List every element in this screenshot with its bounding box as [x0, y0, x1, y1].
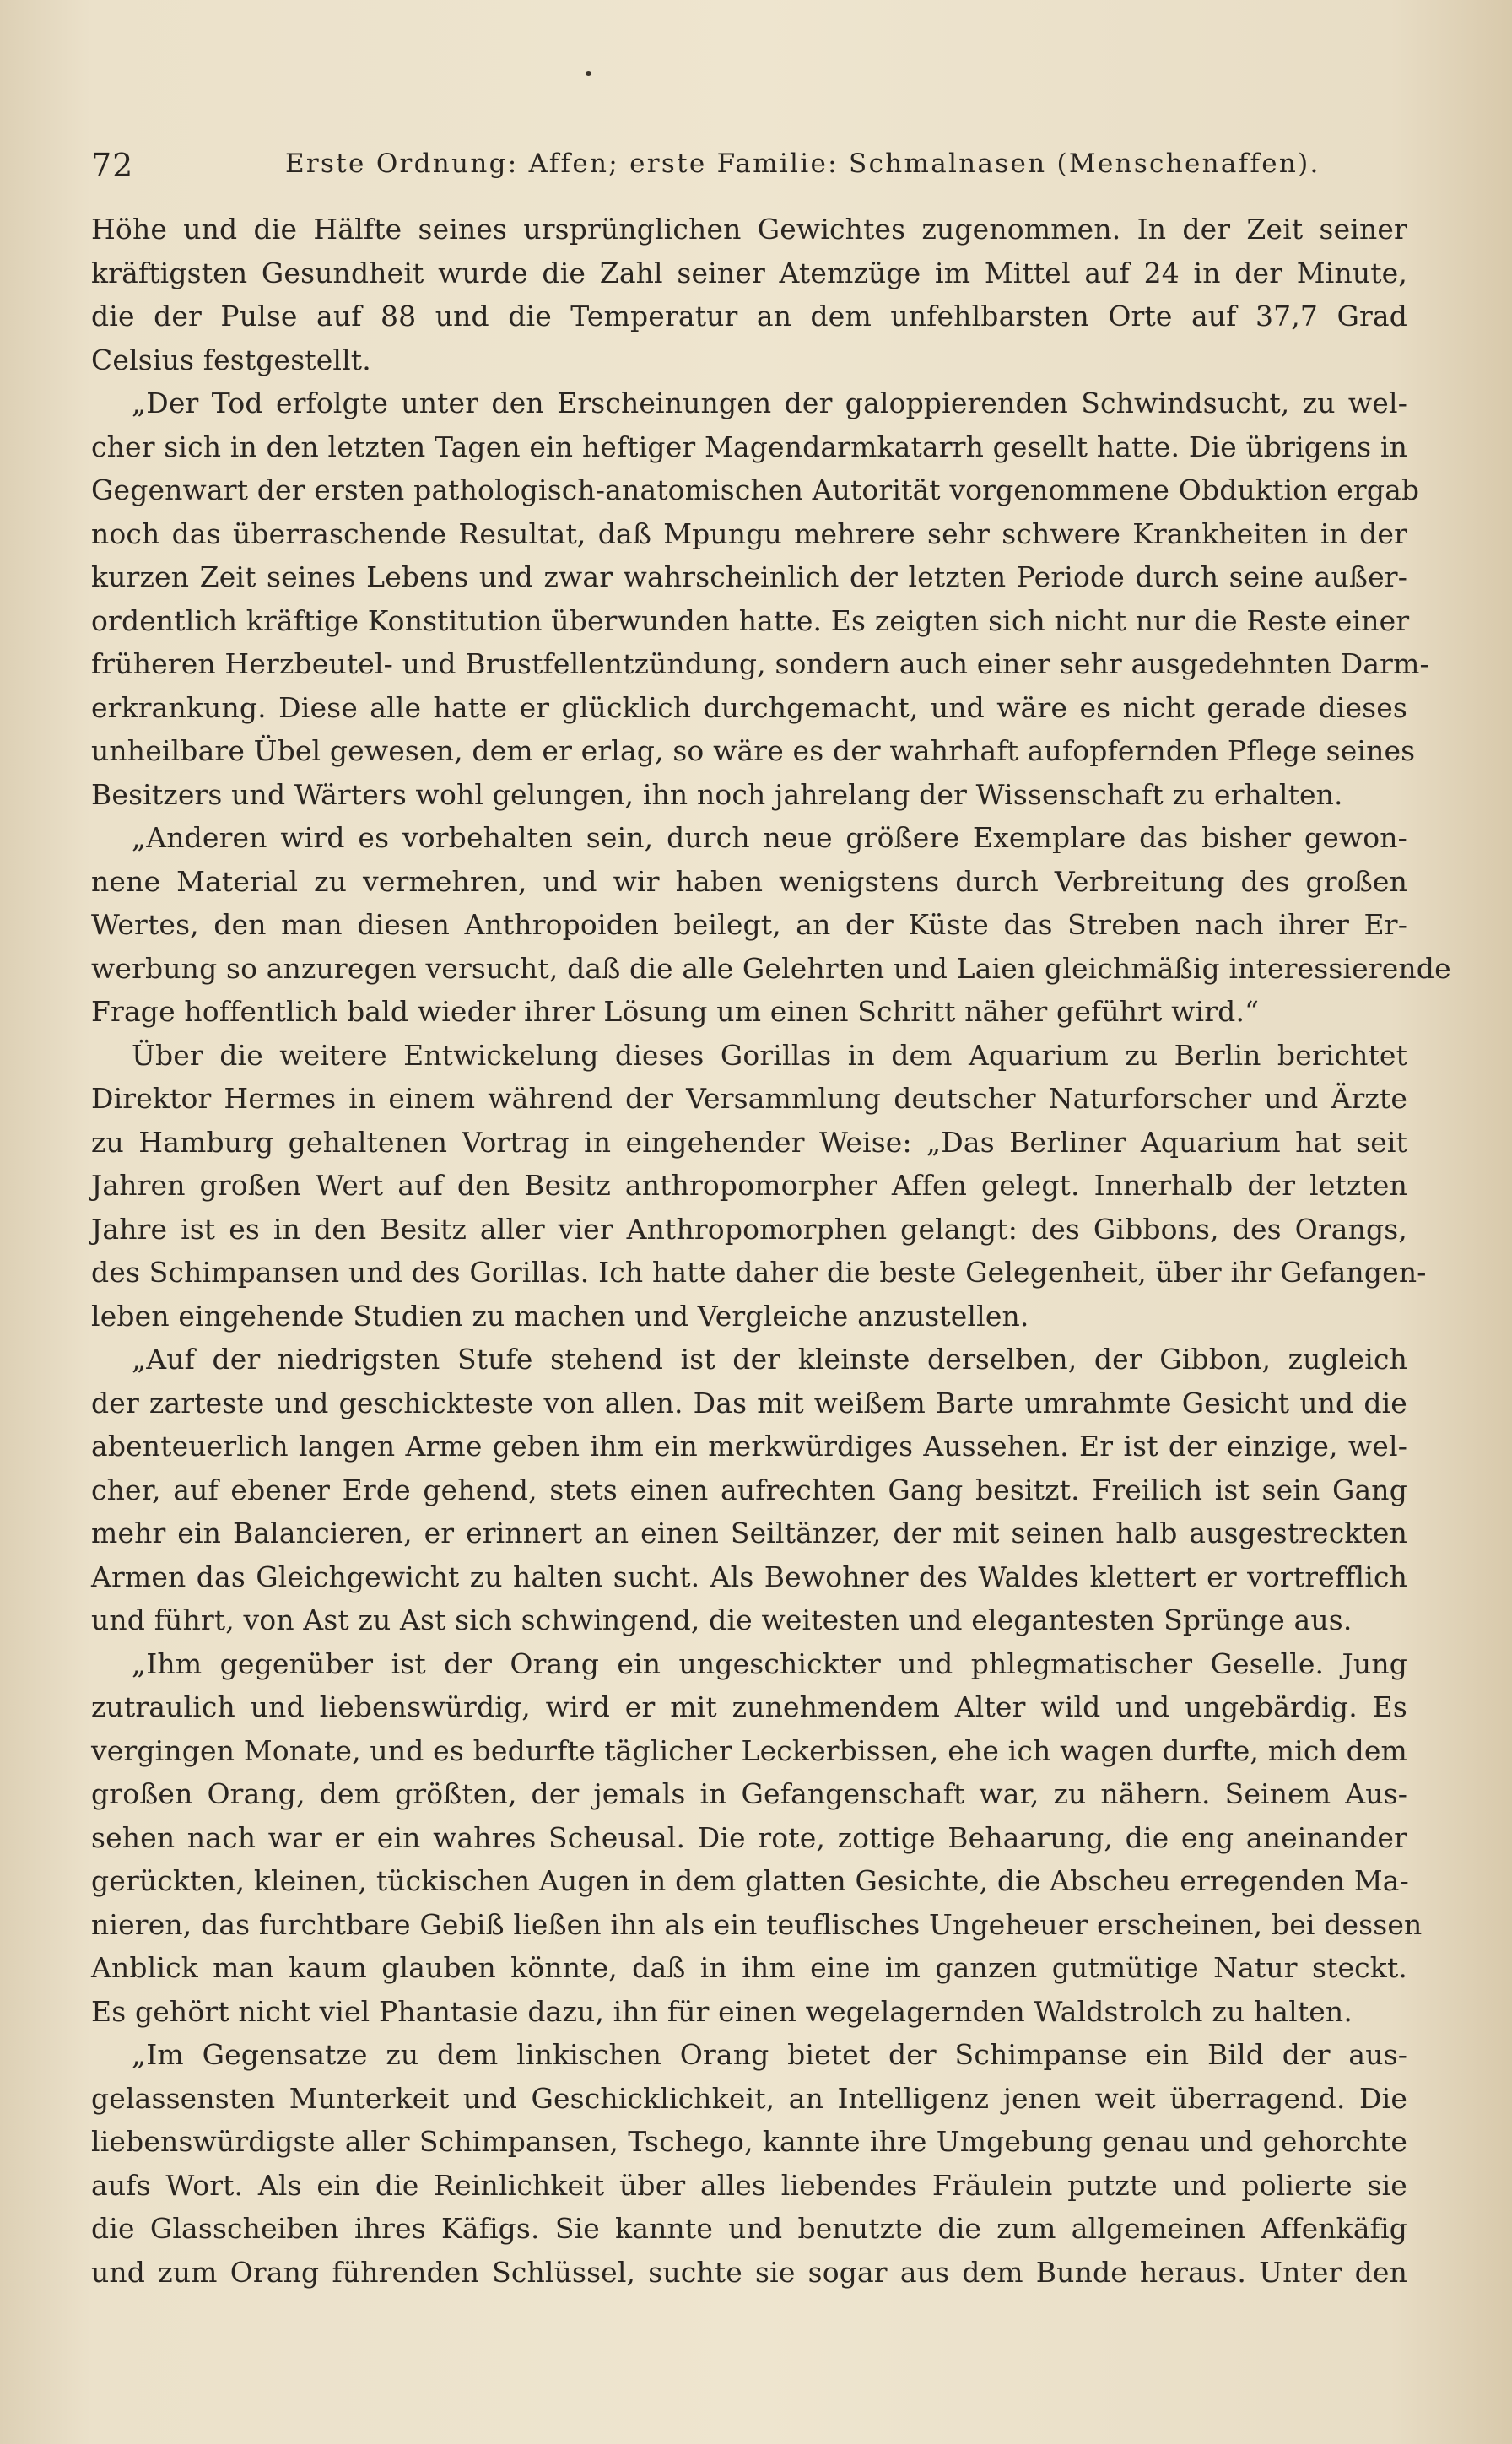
text-line: Frage hoffentlich bald wieder ihrer Lösung um einen Schritt näher geführt wird.“ [91, 995, 1260, 1028]
text-line: nieren, das furchtbare Gebiß ließen ihn als ein teuflisches Ungeheuer erscheinen, bei dessen [91, 1907, 1423, 1941]
text-line: zutraulich und liebenswürdig, wird er mit zunehmendem Alter wild und ungebärdig. Es [91, 1690, 1407, 1723]
text-line: „Auf der niedrigsten Stufe stehend ist der kleinste derselben, der Gibbon, zugleich [132, 1343, 1407, 1376]
text-line: Direktor Hermes in einem während der Versammlung deutscher Naturforscher und Ärzte [91, 1082, 1407, 1115]
text-line: unheilbare Übel gewesen, dem er erlag, so wäre es der wahrhaft aufopfernden Pflege seines [91, 734, 1416, 767]
text-line: der zarteste und geschickteste von allen. Das mit weißem Barte umrahmte Gesicht und die [91, 1386, 1407, 1419]
text-line: Höhe und die Hälfte seines ursprünglichen Gewichtes zugenommen. In der Zeit seiner [91, 213, 1407, 246]
text-line: „Anderen wird es vorbehalten sein, durch neue größere Exemplare das bisher gewon- [132, 821, 1407, 854]
text-line: Es gehört nicht viel Phantasie dazu, ihn für einen wegelagernden Waldstrolch zu halten. [91, 1994, 1353, 2028]
text-line: kräftigsten Gesundheit wurde die Zahl seiner Atemzüge im Mittel auf 24 in der Minute, [91, 256, 1407, 289]
text-line: die der Pulse auf 88 und die Temperatur an dem unfehlbarsten Orte auf 37,7 Grad [91, 300, 1407, 333]
text-line: „Im Gegensatze zu dem linkischen Orang bietet der Schimpanse ein Bild der aus- [132, 2038, 1407, 2071]
text-line: Wertes, den man diesen Anthropoiden beilegt, an der Küste das Streben nach ihrer Er- [91, 908, 1407, 941]
running-head: Erste Ordnung: Affen; erste Familie: Schmalnasen (Menschenaffen). [285, 149, 1320, 179]
text-line: cher sich in den letzten Tagen ein heftiger Magendarmkatarrh gesellt hatte. Die übrigens in [91, 430, 1407, 463]
text-line: Besitzers und Wärters wohl gelungen, ihn noch jahrelang der Wissenschaft zu erhalten. [91, 777, 1343, 811]
text-line: Über die weitere Entwickelung dieses Gorillas in dem Aquarium zu Berlin berichtet [132, 1038, 1407, 1072]
text-line: und zum Orang führenden Schlüssel, suchte sie sogar aus dem Bunde heraus. Unter den [91, 2255, 1407, 2289]
text-line: kurzen Zeit seines Lebens und zwar wahrscheinlich der letzten Periode durch seine außer- [91, 560, 1407, 593]
text-line: vergingen Monate, und es bedurfte täglicher Leckerbissen, ehe ich wagen durfte, mich dem [91, 1733, 1407, 1767]
text-line: Jahre ist es in den Besitz aller vier Anthropomorphen gelangt: des Gibbons, des Orangs, [91, 1212, 1407, 1246]
text-line: sehen nach war er ein wahres Scheusal. Die rote, zottige Behaarung, die eng aneinander [91, 1820, 1407, 1854]
text-line: leben eingehende Studien zu machen und Vergleiche anzustellen. [91, 1299, 1029, 1333]
text-line: erkrankung. Diese alle hatte er glücklich durchgemacht, und wäre es nicht gerade dieses [91, 690, 1407, 724]
text-line: Celsius festgestellt. [91, 343, 371, 376]
page-number: 72 [91, 147, 134, 184]
text-line: mehr ein Balancieren, er erinnert an einen Seiltänzer, der mit seinen halb ausgestreckten [91, 1517, 1407, 1549]
text-line: „Ihm gegenüber ist der Orang ein ungeschickter und phlegmatischer Geselle. Jung [132, 1646, 1407, 1680]
text-line: cher, auf ebener Erde gehend, stets einen aufrechten Gang besitzt. Freilich ist sein Gang [91, 1473, 1407, 1506]
text-line: „Der Tod erfolgte unter den Erscheinungen der galoppierenden Schwindsucht, zu wel- [132, 387, 1407, 419]
text-line: die Glasscheiben ihres Käfigs. Sie kannte und benutzte die zum allgemeinen Affenkäfig [91, 2212, 1407, 2245]
text-line: noch das überraschende Resultat, daß Mpungu mehrere sehr schwere Krankheiten in der [91, 516, 1407, 550]
text-line: und führt, von Ast zu Ast sich schwingend, die weitesten und elegantesten Sprünge aus. [91, 1603, 1353, 1636]
body-text [91, 208, 1451, 2294]
text-line: abenteuerlich langen Arme geben ihm ein merkwürdiges Aussehen. Er ist der einzige, wel- [91, 1430, 1407, 1463]
ink-spot [586, 71, 591, 76]
text-line: liebenswürdigste aller Schimpansen, Tschego, kannte ihre Umgebung genau und gehorchte [91, 2125, 1407, 2158]
text-line: Anblick man kaum glauben könnte, daß in ihm eine im ganzen gutmütige Natur steckt. [91, 1951, 1407, 1984]
text-line: ordentlich kräftige Konstitution überwunden hatte. Es zeigten sich nicht nur die Reste einer [91, 603, 1410, 637]
text-line: aufs Wort. Als ein die Reinlichkeit über alles liebendes Fräulein putzte und polierte sie [91, 2168, 1407, 2202]
text-line: früheren Herzbeutel- und Brustfellentzündung, sondern auch einer sehr ausgedehnten Darm- [91, 647, 1429, 680]
text-line: nene Material zu vermehren, und wir haben wenigstens durch Verbreitung des großen [91, 864, 1407, 898]
text-line: gelassensten Munterkeit und Geschicklichkeit, an Intelligenz jenen weit überragend. Die [91, 2081, 1407, 2115]
page-header [91, 143, 1407, 194]
text-line: Jahren großen Wert auf den Besitz anthropomorpher Affen gelegt. Innerhalb der letzten [91, 1169, 1407, 1202]
text-line: großen Orang, dem größten, der jemals in Gefangenschaft war, zu nähern. Seinem Aus- [91, 1777, 1407, 1810]
text-line: Gegenwart der ersten pathologisch-anatomischen Autorität vorgenommene Obduktion ergab [91, 473, 1420, 506]
text-line: Armen das Gleichgewicht zu halten sucht. Als Bewohner des Waldes klettert er vortrefflich [91, 1560, 1407, 1593]
text-line: zu Hamburg gehaltenen Vortrag in eingehender Weise: „Das Berliner Aquarium hat seit [91, 1125, 1407, 1159]
text-line: des Schimpansen und des Gorillas. Ich hatte daher die beste Gelegenheit, über ihr Gefangen- [91, 1256, 1427, 1289]
text-line: werbung so anzuregen versucht, daß die alle Gelehrten und Laien gleichmäßig interessierende [91, 951, 1451, 985]
text-line: gerückten, kleinen, tückischen Augen in dem glatten Gesichte, die Abscheu erregenden Ma- [91, 1864, 1409, 1897]
